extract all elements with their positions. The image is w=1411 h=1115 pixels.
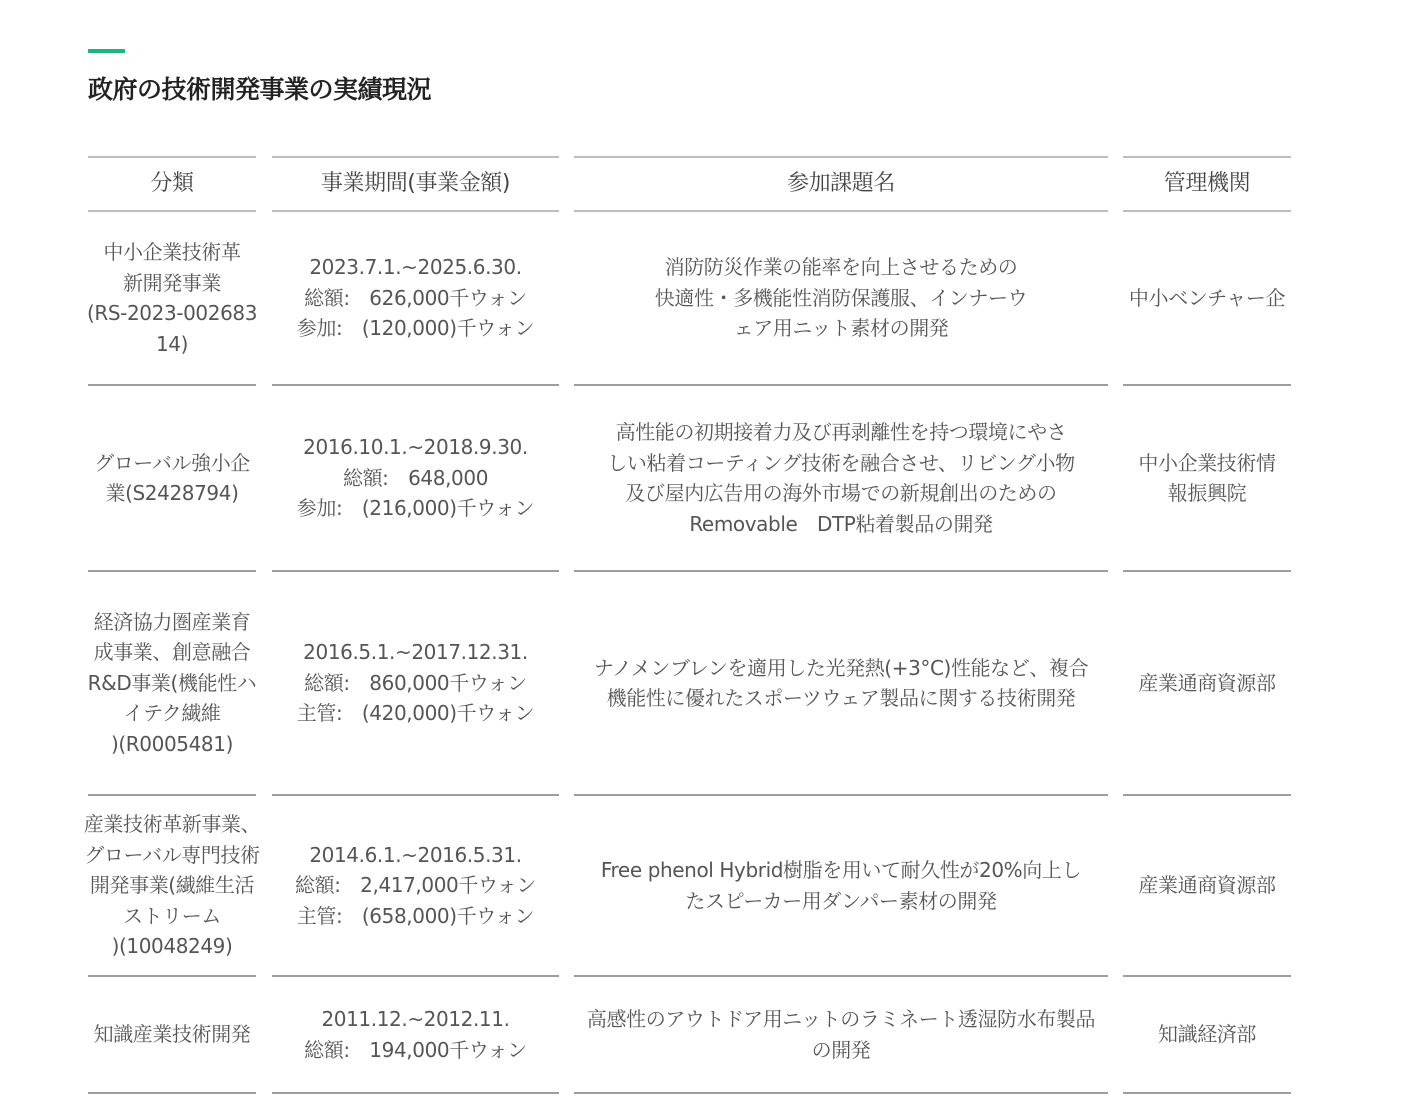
project-cell-line: 機能性に優れたスポーツウェア製品に関する技術開発 <box>606 686 1076 710</box>
project-cell-line: 高感性のアウトドア用ニットのラミネート透湿防水布製品 <box>586 1007 1096 1031</box>
period-cell-line: 総額: 626,000千ウォン <box>304 285 527 310</box>
agency-cell-line: 報振興院 <box>1167 481 1247 505</box>
agency-cell <box>1123 386 1291 570</box>
project-cell-line: しい粘着コーティング技術を融合させ、リビング小物 <box>607 450 1075 475</box>
period-cell <box>272 212 559 384</box>
project-cell <box>574 977 1108 1092</box>
table-rule <box>1123 1092 1291 1094</box>
category-cell-line: (RS-2023-002683 <box>86 301 258 325</box>
project-cell <box>574 386 1108 570</box>
category-cell-line: 新開発事業 <box>123 270 221 295</box>
period-cell-line: 2016.10.1.~2018.9.30. <box>303 435 528 460</box>
project-cell-line: 高性能の初期接着力及び再剥離性を持つ環境にやさ <box>615 420 1067 444</box>
category-cell-line: )(10048249) <box>111 934 233 959</box>
agency-cell <box>1123 212 1291 384</box>
project-cell <box>574 212 1108 384</box>
category-cell-line: グローバル専門技術 <box>84 842 260 867</box>
project-cell-line: Removable DTP粘着製品の開発 <box>689 511 993 536</box>
column-header <box>88 158 256 210</box>
agency-cell <box>1123 572 1291 794</box>
agency-cell-line: 中小企業技術情 <box>1138 450 1276 475</box>
period-cell-line: 主管: (658,000)千ウォン <box>296 903 535 928</box>
category-cell-line: 産業技術革新事業、 <box>83 812 261 837</box>
period-cell <box>272 386 559 570</box>
category-cell-line: 成事業、創意融合 <box>93 640 251 665</box>
category-cell-line: イテク繊維 <box>123 701 221 726</box>
category-cell <box>88 977 256 1092</box>
period-cell-line: 参加: (216,000)千ウォン <box>296 496 535 521</box>
category-cell-line: ストリーム <box>123 903 221 928</box>
period-cell-line: 総額: 860,000千ウォン <box>304 670 527 695</box>
period-cell <box>272 977 559 1092</box>
project-cell-line: ナノメンブレンを適用した光発熱(+3°C)性能など、複合 <box>593 655 1089 680</box>
period-cell-line: 2016.5.1.~2017.12.31. <box>303 640 528 665</box>
category-cell-line: 14) <box>155 331 189 356</box>
category-cell <box>88 572 256 794</box>
column-header-label: 事業期間(事業金額) <box>320 170 511 196</box>
title-accent-bar <box>88 49 125 53</box>
table-rule <box>272 1092 559 1094</box>
table-rule <box>88 1092 256 1094</box>
agency-cell-line: 産業通商資源部 <box>1138 873 1276 898</box>
period-cell-line: 総額: 194,000千ウォン <box>304 1037 527 1062</box>
project-cell-line: 快適性・多機能性消防保護服、インナーウ <box>654 285 1028 310</box>
column-header-label: 分類 <box>150 170 194 196</box>
category-cell-line: グローバル強小企 <box>94 450 250 475</box>
period-cell-line: 2014.6.1.~2016.5.31. <box>309 842 522 867</box>
column-header <box>1123 158 1291 210</box>
category-cell-line: R&D事業(機能性ハ <box>87 670 257 695</box>
category-cell <box>88 212 256 384</box>
page-title: 政府の技術開発事業の実績現況 <box>88 75 432 104</box>
column-header <box>272 158 559 210</box>
project-cell <box>574 572 1108 794</box>
period-cell <box>272 796 559 975</box>
period-cell <box>272 572 559 794</box>
column-header-label: 管理機関 <box>1163 170 1251 196</box>
column-header <box>574 158 1108 210</box>
project-cell-line: Free phenol Hybrid樹脂を用いて耐久性が20%向上し <box>600 858 1082 882</box>
period-cell-line: 2011.12.~2012.11. <box>321 1007 510 1031</box>
period-cell-line: 総額: 648,000 <box>342 465 489 490</box>
category-cell-line: 知識産業技術開発 <box>93 1022 251 1047</box>
column-header-label: 参加課題名 <box>786 170 895 196</box>
category-cell-line: 経済協力圏産業育 <box>93 609 251 634</box>
period-cell-line: 主管: (420,000)千ウォン <box>296 701 535 726</box>
category-cell-line: 開発事業(繊維生活 <box>89 873 255 898</box>
period-cell-line: 参加: (120,000)千ウォン <box>296 316 535 341</box>
category-cell <box>88 386 256 570</box>
project-cell-line: の開発 <box>811 1037 871 1062</box>
agency-cell-line: 産業通商資源部 <box>1138 670 1276 695</box>
category-cell <box>83 796 261 975</box>
agency-cell-line: 中小ベンチャー企 <box>1128 285 1286 310</box>
table-rule <box>574 1092 1108 1094</box>
project-cell <box>574 796 1108 975</box>
project-cell-line: たスピーカー用ダンパー素材の開発 <box>685 888 997 913</box>
agency-cell <box>1123 796 1291 975</box>
project-cell-line: ェア用ニット素材の開発 <box>733 316 949 341</box>
agency-cell-line: 知識経済部 <box>1158 1022 1256 1047</box>
project-cell-line: 消防防災作業の能率を向上させるための <box>664 255 1018 280</box>
period-cell-line: 2023.7.1.~2025.6.30. <box>309 255 522 280</box>
project-cell-line: 及び屋内広告用の海外市場での新規創出のための <box>625 481 1057 505</box>
category-cell-line: )(R0005481) <box>111 731 233 756</box>
category-cell-line: 業(S2428794) <box>105 481 239 505</box>
period-cell-line: 総額: 2,417,000千ウォン <box>295 873 536 898</box>
agency-cell <box>1123 977 1291 1092</box>
category-cell-line: 中小企業技術革 <box>103 240 241 264</box>
